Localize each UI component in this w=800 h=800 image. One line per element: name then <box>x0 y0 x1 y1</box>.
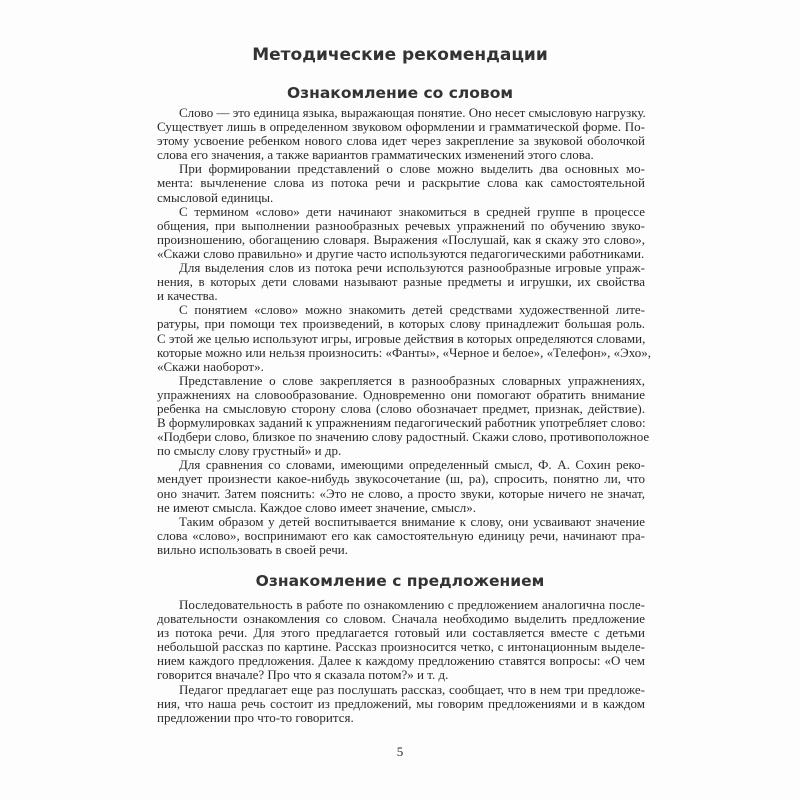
text-line: ребенка на смысловую сторону слова (слово обозначает предмет, признак, действие). <box>157 400 645 416</box>
section-heading-word: Ознакомление со словом <box>286 84 514 102</box>
text-line: нием каждого предложения. Далее к каждому предложению ставятся вопросы: «О чем <box>157 653 645 669</box>
text-line: оно значит. Затем пояснить: «Это не слово, а просто звуки, которые ничего не значат, <box>157 485 645 501</box>
text-line: нения, в которых дети словами называют разные предметы и игрушки, их свойства <box>157 274 645 290</box>
text-line: из потока речи. Для этого предлагается готовый или составляется вместе с детьми <box>157 625 645 641</box>
text-line: При формировании представлений о слове можно выделить два основных мо- <box>179 161 645 177</box>
paragraph <box>157 372 650 459</box>
page-number: 5 <box>396 744 404 759</box>
text-line: произношению, обогащению словаря. Выражения «Послушай, как я скажу это слово», <box>157 231 645 247</box>
section-body-word <box>157 105 651 557</box>
text-line: С этой же целью используют игры, игровые действия в которых определяются словами, <box>157 330 646 346</box>
paragraph <box>157 458 645 514</box>
text-line: по смыслу слову грустный» и др. <box>157 443 342 459</box>
text-line: не имеют смысла. Каждое слово имеет значение, смысл». <box>157 499 476 515</box>
text-line: «Скажи слово правильно» и другие часто используются педагогическими работниками. <box>157 245 645 261</box>
text-line: ния, что наша речь состоит из предложений, мы говорим предложениями и в каждом <box>157 695 645 711</box>
text-line: мендует произнести какое-нибудь звукосочетание (ш, ра), спросить, понятно ли, что <box>157 471 645 487</box>
text-line: «Скажи наоборот». <box>157 358 264 374</box>
text-line: мента: вычленение слова из потока речи и раскрытие слова как самостоятельной <box>157 175 645 191</box>
paragraph <box>157 598 645 683</box>
paragraph <box>157 261 645 303</box>
paragraph <box>157 205 645 261</box>
text-line: смысловой единицы. <box>157 189 274 205</box>
paragraph <box>157 515 645 557</box>
paragraph <box>157 683 645 725</box>
text-line: С понятием «слово» можно знакомить детей средствами художественной лите- <box>179 302 645 318</box>
text-line: упражнениях на словообразование. Одновременно они помогают обратить внимание <box>157 386 645 402</box>
section-heading-sentence: Ознакомление с предложением <box>255 572 545 590</box>
text-line: Существует лишь в определенном звуковом оформлении и грамматической форме. По- <box>157 119 645 135</box>
text-line: говорится вначале? Про что я сказала потом?» и т. д. <box>157 667 449 683</box>
text-line: и качества. <box>157 288 218 304</box>
section-body-sentence <box>157 598 645 725</box>
text-line: небольшой рассказ по картине. Рассказ произносится четко, с интонационным выделе- <box>157 639 645 655</box>
text-line: В формулировках заданий к упражнениям педагогический работник употребляет слово: <box>157 415 646 431</box>
text-line: Педагог предлагает еще раз послушать рассказ, сообщает, что в нем три предложе- <box>179 681 645 697</box>
paragraph <box>157 302 651 374</box>
paragraph <box>157 162 645 204</box>
text-line: Представление о слове закрепляется в разнообразных словарных упражнениях, <box>179 372 645 388</box>
paragraph <box>157 106 645 162</box>
text-line: С термином «слово» дети начинают знакомиться в средней группе в процессе <box>179 203 645 219</box>
text-line: общения, при выполнении разнообразных речевых упражнений по обучению звуко- <box>157 217 645 233</box>
text-line: ратуры, при помощи тех произведений, в которых слову принадлежит большая роль. <box>157 316 645 332</box>
text-line: Для выделения слов из потока речи используются разнообразные игровые упраж- <box>179 260 645 276</box>
text-line: довательности ознакомления со словом. Сначала необходимо выделить предложение <box>157 611 645 627</box>
text-line: этому усвоение ребенком нового слова идет через закрепление за звуковой оболочкой <box>157 133 645 149</box>
text-line: Слово — это единица языка, выражающая понятие. Оно несет смысловую нагрузку. <box>179 105 646 120</box>
text-line: Для сравнения со словами, имеющими определенный смысл, Ф. А. Сохин реко- <box>179 457 645 473</box>
page-title: Методические рекомендации <box>252 45 548 65</box>
text-line: слова его значения, а также вариантов грамматических изменений этого слова. <box>157 147 594 163</box>
text-line: которые можно или нельзя произносить: «Фанты», «Черное и белое», «Телефон», «Эхо», <box>157 344 651 360</box>
text-line: «Подбери слово, близкое по значению слову радостный. Скажи слово, противоположное <box>157 429 650 445</box>
text-line: вильно использовать в своей речи. <box>157 541 349 557</box>
text-line: Таким образом у детей воспитывается внимание к слову, они усваивают значение <box>179 513 645 529</box>
text-line: предложении про что-то говорится. <box>157 709 354 725</box>
text-line: Последовательность в работе по ознакомлению с предложением аналогична после- <box>179 597 645 612</box>
text-line: слова «слово», воспринимают его как самостоятельную единицу речи, начинают пра- <box>157 527 645 543</box>
